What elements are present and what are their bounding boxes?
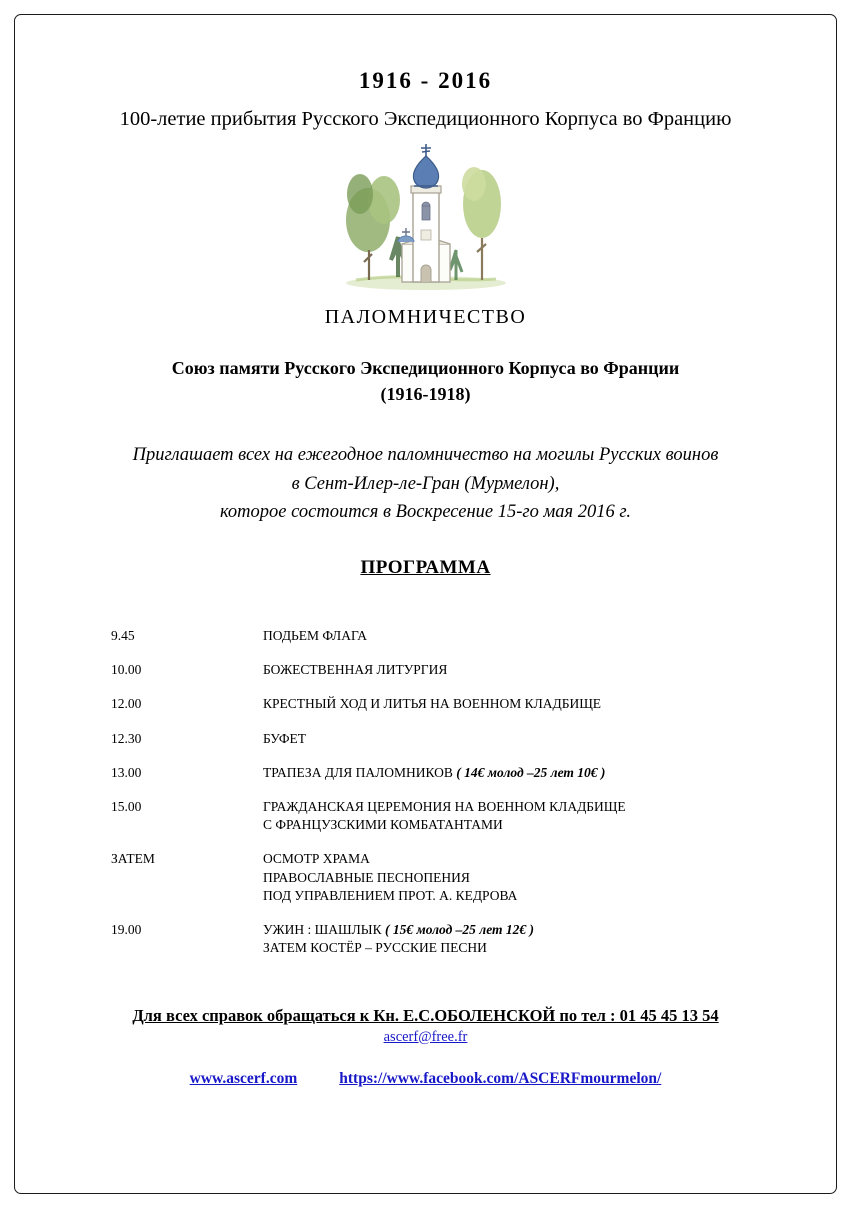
schedule-row [111, 921, 775, 957]
schedule-line: БОЖЕСТВЕННАЯ ЛИТУРГИЯ [263, 662, 448, 678]
program-title: ПРОГРАММА [360, 556, 491, 578]
facebook-link[interactable]: https://www.facebook.com/ASCERFmourmelon/ [339, 1069, 662, 1087]
schedule-line: УЖИН : ШАШЛЫК ( 15€ молод –25 лет 12€ ) [263, 922, 535, 938]
church-illustration [16, 142, 835, 292]
schedule-description [263, 627, 775, 645]
schedule-line: КРЕСТНЫЙ ХОД И ЛИТЬЯ НА ВОЕННОМ КЛАДБИЩЕ [263, 696, 602, 712]
schedule-line: ГРАЖДАНСКАЯ ЦЕРЕМОНИЯ НА ВОЕННОМ КЛАДБИЩЕ [263, 798, 626, 814]
schedule-line: ЗАТЕМ КОСТЁР – РУССКИЕ ПЕСНИ [263, 940, 487, 956]
invitation-line2: в Сент-Илер-ле-Гран (Мурмелон), [291, 473, 560, 494]
schedule-line: ПОД УПРАВЛЕНИЕМ ПРОТ. А. КЕДРОВА [263, 887, 518, 903]
footer-links [16, 1070, 835, 1088]
schedule-price: ( 15€ молод –25 лет 12€ ) [384, 922, 535, 938]
schedule-description [263, 730, 775, 748]
schedule-time: 9.45 [111, 627, 135, 643]
schedule-description [263, 695, 775, 713]
schedule-line: ОСМОТР ХРАМА [263, 851, 370, 867]
schedule-row [111, 764, 775, 782]
email-link[interactable]: ascerf@free.fr [383, 1028, 468, 1045]
contact-info: Для всех справок обращаться к Кн. Е.С.ОБОЛЕНСКОЙ по тел : 01 45 45 13 54 [132, 1005, 719, 1025]
schedule-line: ТРАПЕЗА ДЛЯ ПАЛОМНИКОВ ( 14€ молод –25 лет 10€ ) [263, 764, 606, 780]
schedule-time: 13.00 [111, 764, 142, 780]
schedule-row [111, 730, 775, 748]
schedule-row [111, 661, 775, 679]
schedule-description [263, 921, 775, 957]
schedule-description [263, 850, 775, 905]
invitation-text [16, 441, 835, 527]
schedule-time: 10.00 [111, 662, 142, 678]
schedule-row [111, 798, 775, 834]
schedule-line: ПОДЬЕМ ФЛАГА [263, 627, 368, 643]
schedule-row [111, 850, 775, 905]
schedule-line: С ФРАНЦУЗСКИМИ КОМБАТАНТАМИ [263, 817, 503, 833]
schedule-time: 12.00 [111, 696, 142, 712]
schedule-line: БУФЕТ [263, 730, 306, 746]
schedule-time: 12.30 [111, 730, 142, 746]
section-title: ПАЛОМНИЧЕСТВО [324, 305, 527, 328]
schedule-price: ( 14€ молод –25 лет 10€ ) [456, 764, 606, 780]
schedule-line: ПРАВОСЛАВНЫЕ ПЕСНОПЕНИЯ [263, 869, 470, 885]
subtitle: 100-летие прибытия Русского Экспедиционного Корпуса во Францию [119, 108, 732, 130]
schedule-row [111, 695, 775, 713]
title-years: 1916 - 2016 [358, 68, 493, 93]
schedule-row [111, 627, 775, 645]
schedule-time: 15.00 [111, 798, 142, 814]
organization-line2: (1916-1918) [380, 383, 471, 404]
flyer-content [16, 16, 835, 1192]
schedule-description [263, 764, 775, 782]
schedule-description [263, 661, 775, 679]
program-schedule [111, 627, 775, 958]
website-link[interactable]: www.ascerf.com [189, 1069, 298, 1087]
organization-line1: Союз памяти Русского Экспедиционного Корпуса во Франции [171, 357, 680, 378]
schedule-time: ЗАТЕМ [111, 851, 155, 867]
schedule-time: 19.00 [111, 922, 142, 938]
schedule-description [263, 798, 775, 834]
organization-name [16, 355, 835, 407]
invitation-line3: которое состоится в Воскресение 15-го мая 2016 г. [219, 502, 631, 523]
invitation-line1: Приглашает всех на ежегодное паломничество на могилы Русских воинов [132, 444, 719, 465]
